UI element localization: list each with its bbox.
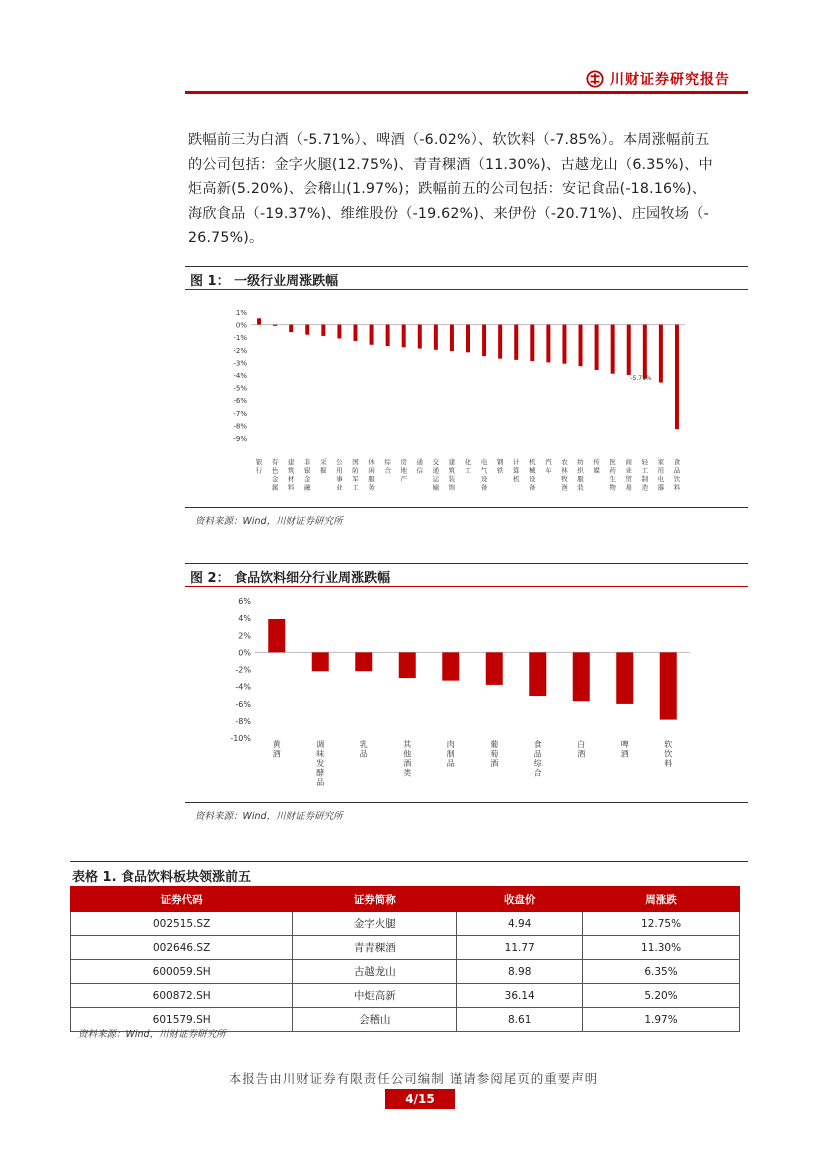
x-tick-label: 轻 <box>641 458 649 466</box>
y-tick-label: -6% <box>233 397 247 406</box>
bar <box>353 325 357 341</box>
x-tick-label: 务 <box>368 483 375 492</box>
company-logo-icon <box>586 70 604 88</box>
x-tick-label: 制 <box>641 475 649 483</box>
x-tick-label: 物 <box>609 483 616 492</box>
bar <box>660 652 677 719</box>
x-tick-label: 食 <box>673 458 681 466</box>
bar <box>442 652 459 680</box>
x-tick-label: 综 <box>384 458 391 466</box>
x-tick-label: 调 <box>316 740 325 749</box>
y-tick-label: 2% <box>238 631 251 641</box>
x-tick-label: 酒 <box>620 749 629 759</box>
x-tick-label: 国 <box>352 458 359 466</box>
x-tick-label: 他 <box>403 749 412 759</box>
bar <box>659 325 663 383</box>
x-tick-label: 料 <box>287 483 295 492</box>
x-tick-label: 品 <box>446 759 455 768</box>
x-tick-label: 味 <box>316 749 325 759</box>
x-tick-label: 制 <box>446 749 455 759</box>
table-row <box>71 912 740 936</box>
x-tick-label: 易 <box>625 483 632 492</box>
y-tick-label: -8% <box>233 422 247 431</box>
y-tick-label: 0% <box>235 321 247 330</box>
x-tick-label: 葡 <box>490 740 499 749</box>
x-tick-label: 药 <box>609 466 616 475</box>
x-tick-label: 黄 <box>272 740 281 749</box>
x-tick-label: 酒 <box>403 759 412 768</box>
x-tick-label: 铁 <box>496 466 504 475</box>
body-paragraph <box>188 128 748 251</box>
y-tick-label: -4% <box>233 372 247 380</box>
y-tick-label: 4% <box>238 614 251 624</box>
x-tick-label: 通 <box>416 458 424 466</box>
paragraph-line: 海欣食品（-19.37%)、维维股份（-19.62%)、来伊份（-20.71%)、庄园牧场（- <box>188 205 709 222</box>
figure1-bottom-rule <box>185 507 748 508</box>
x-tick-label: 备 <box>480 483 488 492</box>
cell-code: 600872.SH <box>71 984 293 1008</box>
x-tick-label: 非 <box>304 458 311 466</box>
page-number: 4/15 <box>385 1089 455 1109</box>
table-top-rule <box>70 861 748 862</box>
x-tick-label: 业 <box>625 466 632 475</box>
bar <box>289 325 293 333</box>
x-tick-label: 电 <box>657 475 665 483</box>
cell-name: 会稽山 <box>293 1008 457 1032</box>
figure1-top-rule <box>185 266 748 267</box>
x-tick-label: 防 <box>352 466 359 475</box>
table-header-row <box>71 887 740 912</box>
x-tick-label: 军 <box>352 475 359 483</box>
column-header: 证券代码 <box>71 887 293 912</box>
x-tick-label: 纺 <box>577 458 584 466</box>
x-tick-label: 萄 <box>490 749 499 759</box>
x-tick-label: 行 <box>255 466 263 475</box>
cell-change: 12.75% <box>583 912 740 936</box>
x-tick-label: 其 <box>403 740 412 749</box>
cell-close: 11.77 <box>457 936 583 960</box>
y-tick-label: -9% <box>233 435 247 443</box>
y-tick-label: -7% <box>233 409 247 418</box>
x-tick-label: 计 <box>512 458 520 466</box>
x-tick-label: 属 <box>271 483 279 492</box>
bar <box>399 652 416 678</box>
x-tick-label: 气 <box>480 466 488 475</box>
table-row <box>71 984 740 1008</box>
x-tick-label: 肉 <box>446 740 455 749</box>
table-source: 资料来源：Wind，川财证券研究所 <box>78 1029 226 1040</box>
x-tick-label: 化 <box>464 458 472 466</box>
x-tick-label: 机 <box>529 458 536 466</box>
bar <box>402 325 406 348</box>
paragraph-line: 26.75%)。 <box>188 230 264 246</box>
y-tick-label: -4% <box>235 682 251 692</box>
x-tick-label: 工 <box>464 466 472 475</box>
column-header: 证券简称 <box>293 887 457 912</box>
bar <box>573 652 590 701</box>
x-tick-label: 产 <box>400 475 407 483</box>
paragraph-line: 跌幅前三为白酒（-5.71%）、啤酒（-6.02%）、软饮料（-7.85%）。本周涨幅前五 <box>188 132 710 148</box>
cell-name: 金字火腿 <box>293 912 457 936</box>
header-logo <box>586 68 746 90</box>
chart-industry-weekly-change <box>185 292 748 504</box>
x-tick-label: 设 <box>529 475 536 483</box>
figure2-source: 资料来源：Wind，川财证券研究所 <box>195 811 343 822</box>
cell-close: 4.94 <box>457 912 583 936</box>
x-tick-label: 品 <box>673 466 681 475</box>
y-tick-label: 1% <box>235 309 247 317</box>
x-tick-label: 采 <box>320 458 327 466</box>
x-tick-label: 车 <box>545 466 552 475</box>
chart-food-beverage-subsector-change <box>185 589 748 799</box>
x-tick-label: 通 <box>432 466 440 475</box>
x-tick-label: 农 <box>561 458 568 466</box>
bar <box>305 325 309 335</box>
report-title: 川财证券研究报告 <box>610 72 730 88</box>
bar <box>611 325 615 374</box>
x-tick-label: 合 <box>384 466 391 475</box>
y-tick-label: -8% <box>235 716 251 726</box>
x-tick-label: 服 <box>577 475 584 483</box>
x-tick-label: 合 <box>533 768 542 778</box>
x-tick-label: 料 <box>673 483 681 492</box>
x-tick-label: 医 <box>609 458 616 466</box>
bar <box>434 325 438 350</box>
cell-code: 002515.SZ <box>71 912 293 936</box>
footer-statement: 本报告由川财证券有限责任公司编制 谨请参阅尾页的重要声明 <box>228 1071 599 1086</box>
bar <box>370 325 374 345</box>
x-tick-label: 传 <box>593 458 600 466</box>
bar <box>418 325 422 349</box>
x-tick-label: 输 <box>432 483 440 492</box>
x-tick-label: 工 <box>352 483 359 492</box>
cell-change: 6.35% <box>583 960 740 984</box>
cell-change: 1.97% <box>583 1008 740 1032</box>
x-tick-label: 电 <box>480 458 488 466</box>
x-tick-label: 白 <box>577 740 586 749</box>
bar <box>312 652 329 671</box>
bar <box>579 325 583 367</box>
x-tick-label: 交 <box>432 458 440 466</box>
bar <box>386 325 390 346</box>
bar <box>595 325 599 370</box>
bar <box>486 652 503 685</box>
x-tick-label: 工 <box>641 466 649 475</box>
bar <box>529 652 546 696</box>
x-tick-label: 渔 <box>561 483 568 492</box>
x-tick-label: 贸 <box>625 475 632 483</box>
cell-code: 600059.SH <box>71 960 293 984</box>
x-tick-label: 备 <box>529 483 536 492</box>
bar <box>450 325 454 351</box>
figure2-top-rule <box>185 563 748 564</box>
bar <box>562 325 566 364</box>
cell-change: 11.30% <box>583 936 740 960</box>
header-divider <box>185 91 748 94</box>
x-tick-label: 装 <box>577 483 584 492</box>
x-tick-label: 生 <box>609 475 616 483</box>
bar <box>257 318 261 324</box>
bar <box>627 325 631 375</box>
paragraph-line: 的公司包括：金字火腿(12.75%)、青青稞酒（11.30%)、古越龙山（6.35%)、中 <box>188 156 713 173</box>
bar <box>482 325 486 357</box>
x-tick-label: 酵 <box>316 768 325 778</box>
x-tick-label: 金 <box>271 475 279 483</box>
figure1-title-rule <box>185 289 748 290</box>
y-tick-label: -2% <box>233 346 247 355</box>
x-tick-label: 机 <box>512 475 520 483</box>
bar <box>273 325 277 326</box>
x-tick-label: 用 <box>336 466 343 475</box>
x-tick-label: 休 <box>368 458 375 466</box>
x-tick-label: 材 <box>287 475 295 483</box>
figure1-title: 图 1： 一级行业周涨跌幅 <box>190 274 339 289</box>
cell-close: 8.98 <box>457 960 583 984</box>
x-tick-label: 酒 <box>490 759 499 768</box>
x-tick-label: 饰 <box>448 483 456 492</box>
x-tick-label: 类 <box>403 768 412 778</box>
x-tick-label: 造 <box>641 483 649 492</box>
bar <box>546 325 550 363</box>
x-tick-label: 算 <box>512 466 520 475</box>
x-tick-label: 软 <box>664 740 673 749</box>
x-tick-label: 色 <box>271 466 279 475</box>
top-gainers-table <box>70 886 740 1032</box>
x-tick-label: 械 <box>529 466 536 475</box>
x-tick-label: 织 <box>577 466 584 475</box>
table-row <box>71 936 740 960</box>
x-tick-label: 家 <box>657 458 665 466</box>
y-tick-label: -6% <box>235 699 251 709</box>
x-tick-label: 筑 <box>287 466 295 475</box>
x-tick-label: 品 <box>533 749 542 759</box>
y-tick-label: 6% <box>238 597 251 606</box>
x-tick-label: 事 <box>336 475 343 483</box>
x-tick-label: 信 <box>416 466 424 475</box>
bar <box>675 325 679 430</box>
annotation-label: -5.71% <box>630 375 652 382</box>
x-tick-label: 商 <box>625 458 632 466</box>
x-tick-label: 银 <box>304 466 311 475</box>
x-tick-label: 服 <box>368 475 375 483</box>
bar <box>355 652 372 671</box>
x-tick-label: 房 <box>400 458 407 466</box>
cell-close: 8.61 <box>457 1008 583 1032</box>
x-tick-label: 金 <box>304 475 311 483</box>
x-tick-label: 筑 <box>448 466 456 475</box>
figure2-title: 图 2： 食品饮料细分行业周涨跌幅 <box>190 571 391 586</box>
x-tick-label: 地 <box>400 466 407 475</box>
x-tick-label: 品 <box>359 749 368 759</box>
figure2-title-rule <box>185 586 748 587</box>
x-tick-label: 器 <box>657 483 665 492</box>
bar <box>268 619 285 652</box>
bar <box>514 325 518 360</box>
x-tick-label: 建 <box>287 458 295 466</box>
cell-name: 中炬高新 <box>293 984 457 1008</box>
x-tick-label: 牧 <box>561 475 568 483</box>
x-tick-label: 银 <box>255 458 263 466</box>
x-tick-label: 汽 <box>545 458 552 466</box>
x-tick-label: 乳 <box>359 740 368 749</box>
figure2-bottom-rule <box>185 802 748 803</box>
y-tick-label: -1% <box>233 334 247 343</box>
x-tick-label: 饮 <box>664 749 673 759</box>
x-tick-label: 融 <box>304 483 311 492</box>
figure1-source: 资料来源：Wind，川财证券研究所 <box>195 516 343 527</box>
x-tick-label: 业 <box>336 483 343 492</box>
x-tick-label: 饮 <box>673 475 681 483</box>
x-tick-label: 有 <box>271 458 279 466</box>
x-tick-label: 掘 <box>320 466 327 475</box>
x-tick-label: 设 <box>480 475 488 483</box>
y-tick-label: -2% <box>235 665 251 675</box>
y-tick-label: -10% <box>230 734 251 743</box>
x-tick-label: 钢 <box>496 458 504 466</box>
column-header: 周涨跌 <box>583 887 740 912</box>
x-tick-label: 料 <box>664 759 673 768</box>
y-tick-label: -3% <box>233 359 247 368</box>
cell-name: 青青稞酒 <box>293 936 457 960</box>
x-tick-label: 综 <box>533 759 542 768</box>
cell-code: 601579.SH <box>71 1008 293 1032</box>
bar <box>466 325 470 353</box>
cell-name: 古越龙山 <box>293 960 457 984</box>
x-tick-label: 酒 <box>272 749 281 759</box>
x-tick-label: 公 <box>336 458 343 466</box>
cell-change: 5.20% <box>583 984 740 1008</box>
x-tick-label: 装 <box>448 475 456 483</box>
x-tick-label: 建 <box>448 458 456 466</box>
paragraph-line: 炬高新(5.20%)、会稽山(1.97%)；跌幅前五的公司包括：安记食品(-18.16%)、 <box>188 181 707 197</box>
column-header: 收盘价 <box>457 887 583 912</box>
bar <box>337 325 341 339</box>
bar <box>321 325 325 336</box>
cell-code: 002646.SZ <box>71 936 293 960</box>
cell-close: 36.14 <box>457 984 583 1008</box>
x-tick-label: 用 <box>657 466 665 475</box>
table-title: 表格 1. 食品饮料板块领涨前五 <box>72 870 252 885</box>
x-tick-label: 林 <box>561 466 568 475</box>
x-tick-label: 发 <box>316 759 325 768</box>
x-tick-label: 运 <box>432 475 440 483</box>
x-tick-label: 酒 <box>577 749 586 759</box>
x-tick-label: 食 <box>533 740 542 749</box>
x-tick-label: 媒 <box>593 466 600 475</box>
x-tick-label: 啤 <box>620 740 629 749</box>
x-tick-label: 品 <box>316 778 325 787</box>
bar <box>616 652 633 704</box>
y-tick-label: -5% <box>233 384 247 393</box>
y-tick-label: 0% <box>238 648 251 658</box>
bar <box>498 325 502 359</box>
bar <box>643 325 647 379</box>
x-tick-label: 闲 <box>368 466 375 475</box>
table-row <box>71 960 740 984</box>
bar <box>530 325 534 362</box>
